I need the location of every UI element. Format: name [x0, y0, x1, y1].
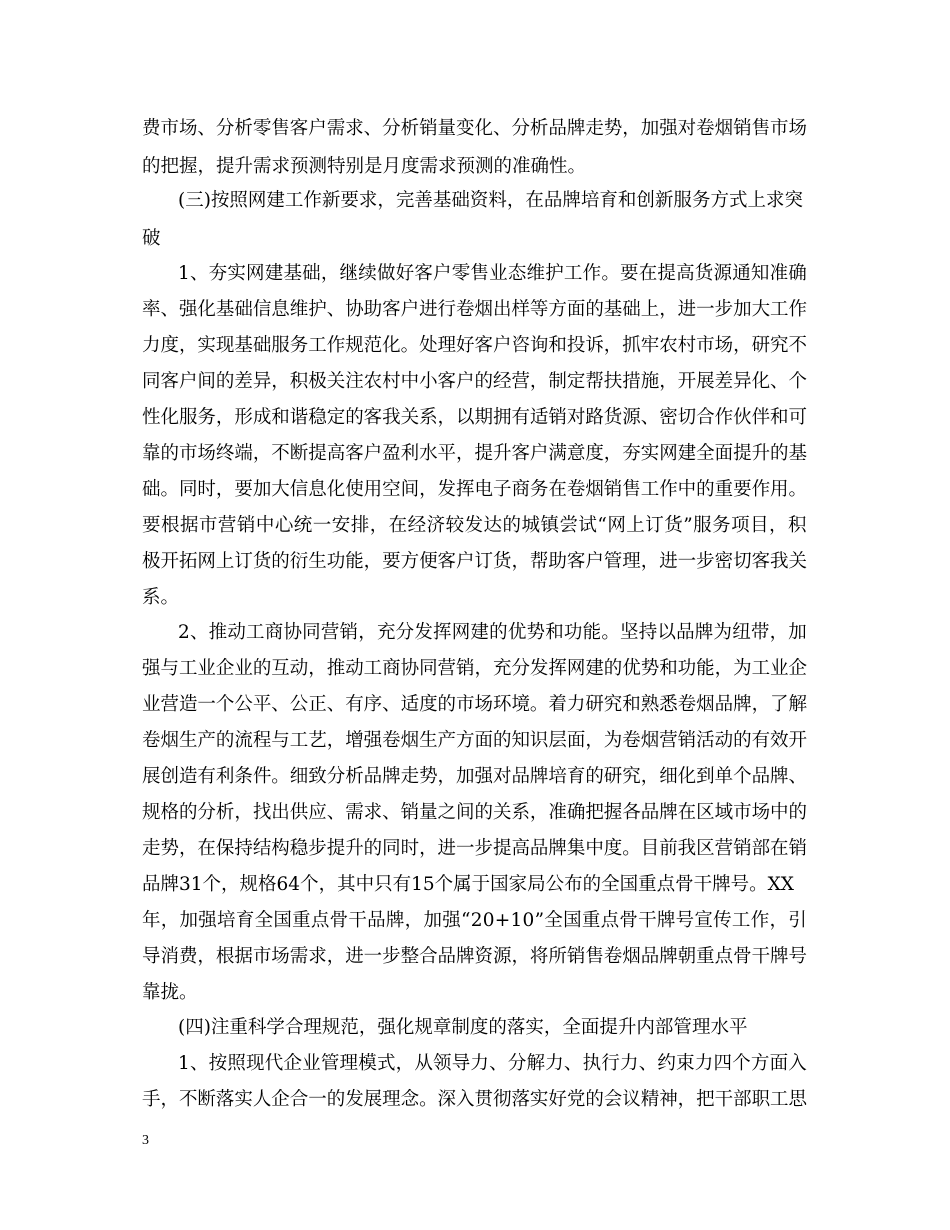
text-line: 要根据市营销中心统一安排，在经济较发达的城镇尝试“网上订货”服务项目，积 [142, 515, 807, 536]
text-line: (三)按照网建工作新要求，完善基础资料，在品牌培育和创新服务方式上求突 [178, 190, 803, 211]
text-line: 规格的分析，找出供应、需求、销量之间的关系，准确把握各品牌在区域市场中的 [142, 802, 807, 823]
text-line: (四)注重科学合理规范，强化规章制度的落实，全面提升内部管理水平 [178, 1017, 748, 1038]
text-line: 靠的市场终端，不断提高客户盈利水平，提升客户满意度，夯实网建全面提升的基 [142, 443, 807, 464]
text-line: 力度，实现基础服务工作规范化。处理好客户咨询和投诉，抓牢农村市场，研究不 [142, 335, 807, 356]
text-line: 年，加强培育全国重点骨干品牌，加强“20+10”全国重点骨干牌号宣传工作，引 [142, 910, 807, 931]
text-line: 系。 [142, 587, 180, 608]
text-line: 极开拓网上订货的衍生功能，要方便客户订货，帮助客户管理，进一步密切客我关 [142, 551, 807, 572]
text-line: 卷烟生产的流程与工艺，增强卷烟生产方面的知识层面，为卷烟营销活动的有效开 [142, 730, 807, 751]
text-line: 强与工业企业的互动，推动工商协同营销，充分发挥网建的优势和功能，为工业企 [142, 658, 807, 679]
text-line: 性化服务，形成和谐稳定的客我关系，以期拥有适销对路货源、密切合作伙伴和可 [142, 407, 807, 428]
text-line: 1、按照现代企业管理模式，从领导力、分解力、执行力、约束力四个方面入 [178, 1053, 807, 1074]
page-number: 3 [142, 1133, 149, 1148]
text-line: 业营造一个公平、公正、有序、适度的市场环境。着力研究和熟悉卷烟品牌，了解 [142, 694, 807, 715]
text-line: 的把握，提升需求预测特别是月度需求预测的准确性。 [142, 156, 587, 177]
text-line: 同客户间的差异，积极关注农村中小客户的经营，制定帮扶措施，开展差异化、个 [142, 371, 807, 392]
text-line: 靠拢。 [142, 982, 198, 1003]
text-line: 费市场、分析零售客户需求、分析销量变化、分析品牌走势，加强对卷烟销售市场 [142, 118, 807, 139]
text-line: 础。同时，要加大信息化使用空间，发挥电子商务在卷烟销售工作中的重要作用。 [142, 479, 807, 500]
text-line: 破 [142, 228, 161, 249]
text-line: 展创造有利条件。细致分析品牌走势，加强对品牌培育的研究，细化到单个品牌、 [142, 766, 807, 787]
text-line: 品牌31个，规格64个，其中只有15个属于国家局公布的全国重点骨干牌号。XX [142, 874, 794, 895]
text-line: 手，不断落实人企合一的发展理念。深入贯彻落实好党的会议精神，把干部职工思 [142, 1089, 807, 1110]
text-line: 率、强化基础信息维护、协助客户进行卷烟出样等方面的基础上，进一步加大工作 [142, 299, 807, 320]
text-line: 走势，在保持结构稳步提升的同时，进一步提高品牌集中度。目前我区营销部在销 [142, 838, 807, 859]
text-line: 2、推动工商协同营销，充分发挥网建的优势和功能。坚持以品牌为纽带，加 [178, 622, 807, 643]
text-line: 导消费，根据市场需求，进一步整合品牌资源，将所销售卷烟品牌朝重点骨干牌号 [142, 946, 807, 967]
text-line: 1、夯实网建基础，继续做好客户零售业态维护工作。要在提高货源通知准确 [178, 263, 807, 284]
